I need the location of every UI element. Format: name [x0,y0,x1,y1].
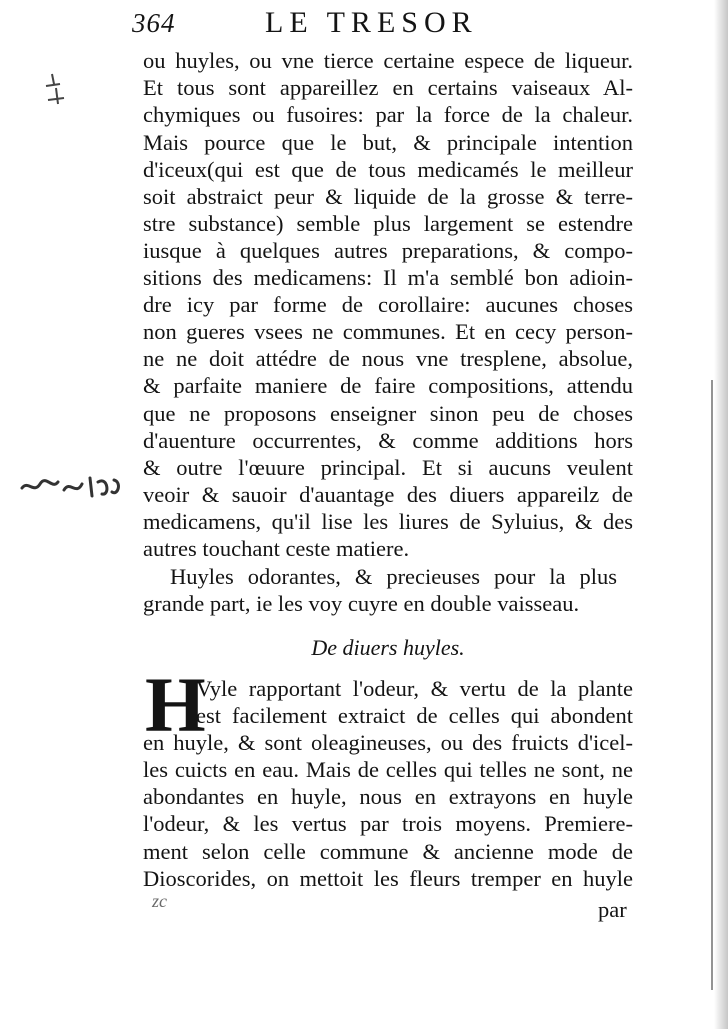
text-line-last: grande part, ie les voy cuyre en double vaisseau. [143,591,580,616]
text-line: medicamens, qu'il lise les liures de Syluius, & des [143,509,633,534]
text-line: chymiques ou fusoires: par la force de la chaleur. [143,102,633,127]
margin-rule [711,380,713,990]
text-line: stre substance) semble plus largement se estendre [143,211,633,236]
text-line: est facilement extraict de celles qui abondent [196,703,633,728]
text-line: iusque à quelques autres preparations, & compo- [143,238,633,263]
text-line: dre icy par forme de corollaire: aucunes choses [143,292,633,317]
text-line: d'auenture occurrentes, & comme additions hors [143,428,633,453]
text-line: en huyle, & sont oleagineuses, ou des fruicts d'icel- [143,730,633,755]
drop-cap: H [145,661,206,748]
text-line: & outre l'œuure principal. Et si aucuns veulent [143,455,633,480]
text-line: d'iceux(qui est que de tous medicamés le meilleur [143,157,633,182]
margin-mark-icon [38,70,70,110]
text-line: ne ne doit attédre de nous vne tresplene, absolue, [143,346,633,371]
text-line: non gueres vsees ne communes. Et en cecy person- [143,319,633,344]
text-line: ment selon celle commune & ancienne mode de [143,839,633,864]
text-line: que ne proposons enseigner sinon peu de choses [143,401,633,426]
handwritten-margin-note-icon [18,470,128,504]
text-line: abondantes en huyle, nous en extrayons en huyle [143,784,633,809]
running-head: LE TRESOR [265,6,478,39]
page-gutter-shadow [714,0,728,1029]
text-line: l'odeur, & les vertus par trois moyens. Premiere- [143,811,633,836]
text-line: soit abstraict peur & liquide de la grosse & terre- [143,184,633,209]
text-line-last: autres touchant ceste matiere. [143,536,410,561]
text-line: Vyle rapportant l'odeur, & vertu de la plante [196,676,633,701]
section-heading: De diuers huyles. [311,635,465,660]
text-line: Mais pource que le but, & principale intention [143,130,633,155]
text-line: & parfaite maniere de faire compositions, attendu [143,373,633,398]
text-line: les cuicts en eau. Mais de celles qui telles ne sont, ne [143,757,633,782]
text-line: sitions des medicamens: Il m'a semblé bon adioin- [143,265,633,290]
text-line: Dioscorides, on mettoit les fleurs tremper en huyle [143,866,633,891]
text-line: ou huyles, ou vne tierce certaine espece de liqueur. [143,48,633,73]
text-line: Et tous sont appareillez en certains vaiseaux Al- [143,75,633,100]
signature-mark: zc [152,891,167,911]
catchword: par [598,897,627,922]
page-number: 364 [132,8,176,38]
paragraph-first-line: Huyles odorantes, & precieuses pour la plus [170,564,617,589]
text-line: veoir & sauoir d'auantage des diuers appareilz de [143,482,633,507]
